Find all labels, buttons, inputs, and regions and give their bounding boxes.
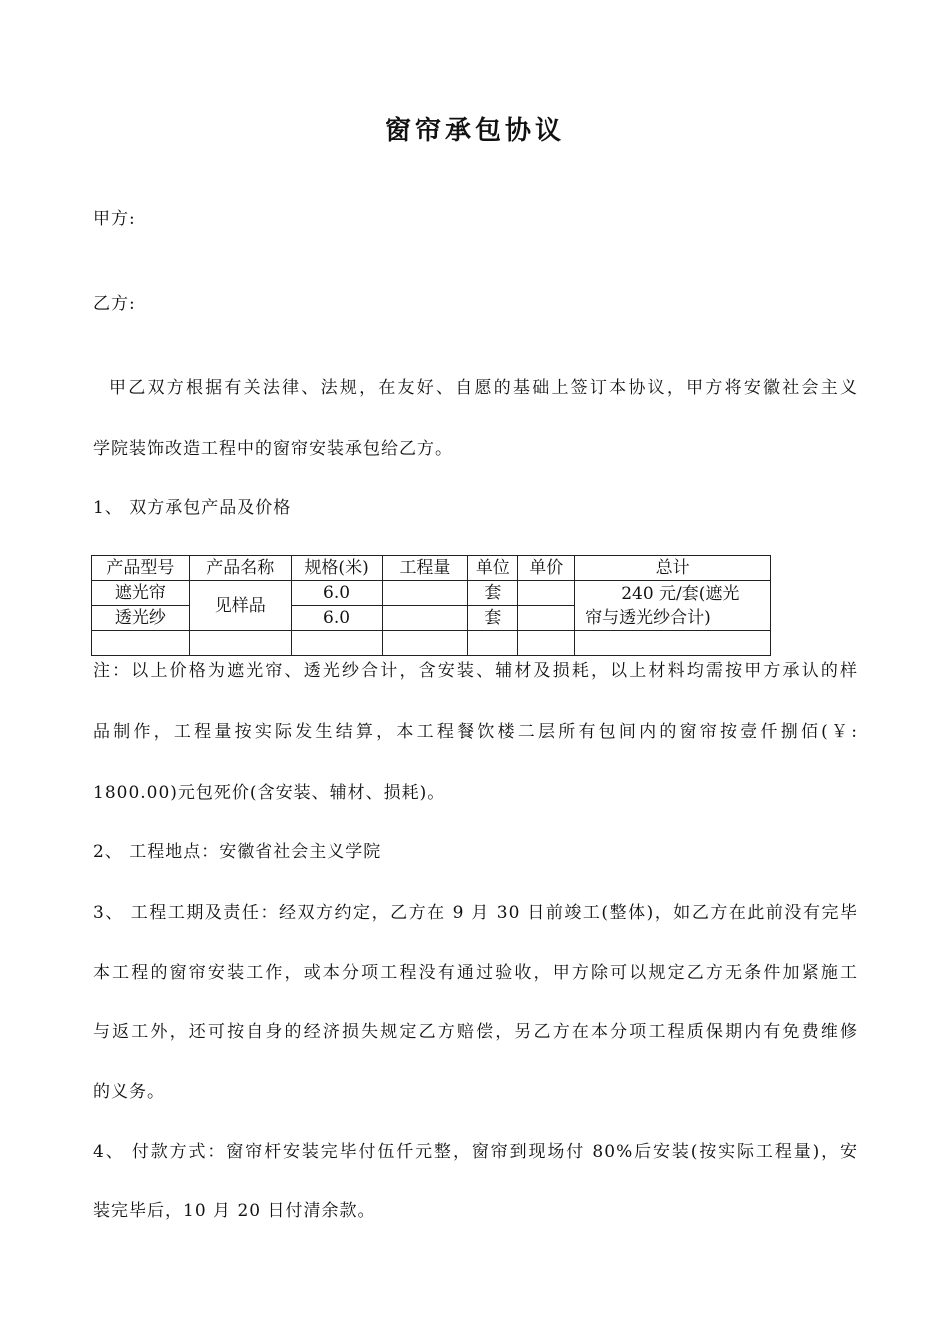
note-line-1: 注：以上价格为遮光帘、透光纱合计，含安装、辅材及损耗，以上材料均需按甲方承认的样 [93, 661, 858, 681]
party-b-label: 乙方: [93, 294, 136, 314]
cell-model: 透光纱 [92, 606, 190, 631]
header-unit: 单位 [468, 556, 518, 581]
header-total: 总计 [575, 556, 771, 581]
cell-model: 遮光帘 [92, 581, 190, 606]
table-row-empty [92, 631, 771, 656]
section-4-line-2: 装完毕后，10 月 20 日付清余款。 [93, 1201, 376, 1221]
note-line-3: 1800.00)元包死价(含安装、辅材、损耗)。 [93, 783, 446, 803]
note-line-2: 品制作，工程量按实际发生结算，本工程餐饮楼二层所有包间内的窗帘按壹仟捌佰(￥: [93, 722, 858, 742]
section-3-line-3: 与返工外，还可按自身的经济损失规定乙方赔偿，另乙方在本分项工程质保期内有免费维修 [93, 1022, 858, 1042]
cell-product-name: 见样品 [189, 581, 291, 631]
document-title: 窗帘承包协议 [384, 116, 565, 146]
cell-price [518, 581, 575, 606]
table-header-row [92, 556, 771, 581]
total-line-2: 帘与透光纱合计) [585, 607, 711, 628]
cell-quantity [382, 606, 468, 631]
cell-unit: 套 [468, 606, 518, 631]
cell-spec: 6.0 [291, 606, 382, 631]
cell-price [518, 606, 575, 631]
header-name: 产品名称 [189, 556, 291, 581]
party-a-label: 甲方: [93, 209, 136, 229]
header-quantity: 工程量 [382, 556, 468, 581]
cell-unit: 套 [468, 581, 518, 606]
total-line-1: 240 元/套(遮光 [621, 583, 740, 604]
section-3-line-2: 本工程的窗帘安装工作，或本分项工程没有通过验收，甲方除可以规定乙方无条件加紧施工 [93, 963, 858, 983]
cell-total [575, 581, 771, 631]
table-row [92, 581, 771, 606]
cell-spec: 6.0 [291, 581, 382, 606]
header-model: 产品型号 [92, 556, 190, 581]
header-spec: 规格(米) [291, 556, 382, 581]
intro-line-1: 甲乙双方根据有关法律、法规，在友好、自愿的基础上签订本协议，甲方将安徽社会主义 [109, 378, 858, 398]
section-4-line-1: 4、 付款方式：窗帘杆安装完毕付伍仟元整，窗帘到现场付 80%后安装(按实际工程量)，安 [93, 1142, 858, 1162]
section-3-line-1: 3、 工程工期及责任：经双方约定，乙方在 9 月 30 日前竣工(整体)，如乙方在此前没有完毕 [93, 903, 858, 923]
section-3-line-4: 的义务。 [93, 1082, 165, 1102]
section-1-heading: 1、 双方承包产品及价格 [93, 498, 292, 518]
section-2: 2、 工程地点：安徽省社会主义学院 [93, 842, 382, 862]
price-table [91, 555, 771, 656]
header-price: 单价 [518, 556, 575, 581]
cell-quantity [382, 581, 468, 606]
intro-line-2: 学院装饰改造工程中的窗帘安装承包给乙方。 [93, 439, 453, 459]
